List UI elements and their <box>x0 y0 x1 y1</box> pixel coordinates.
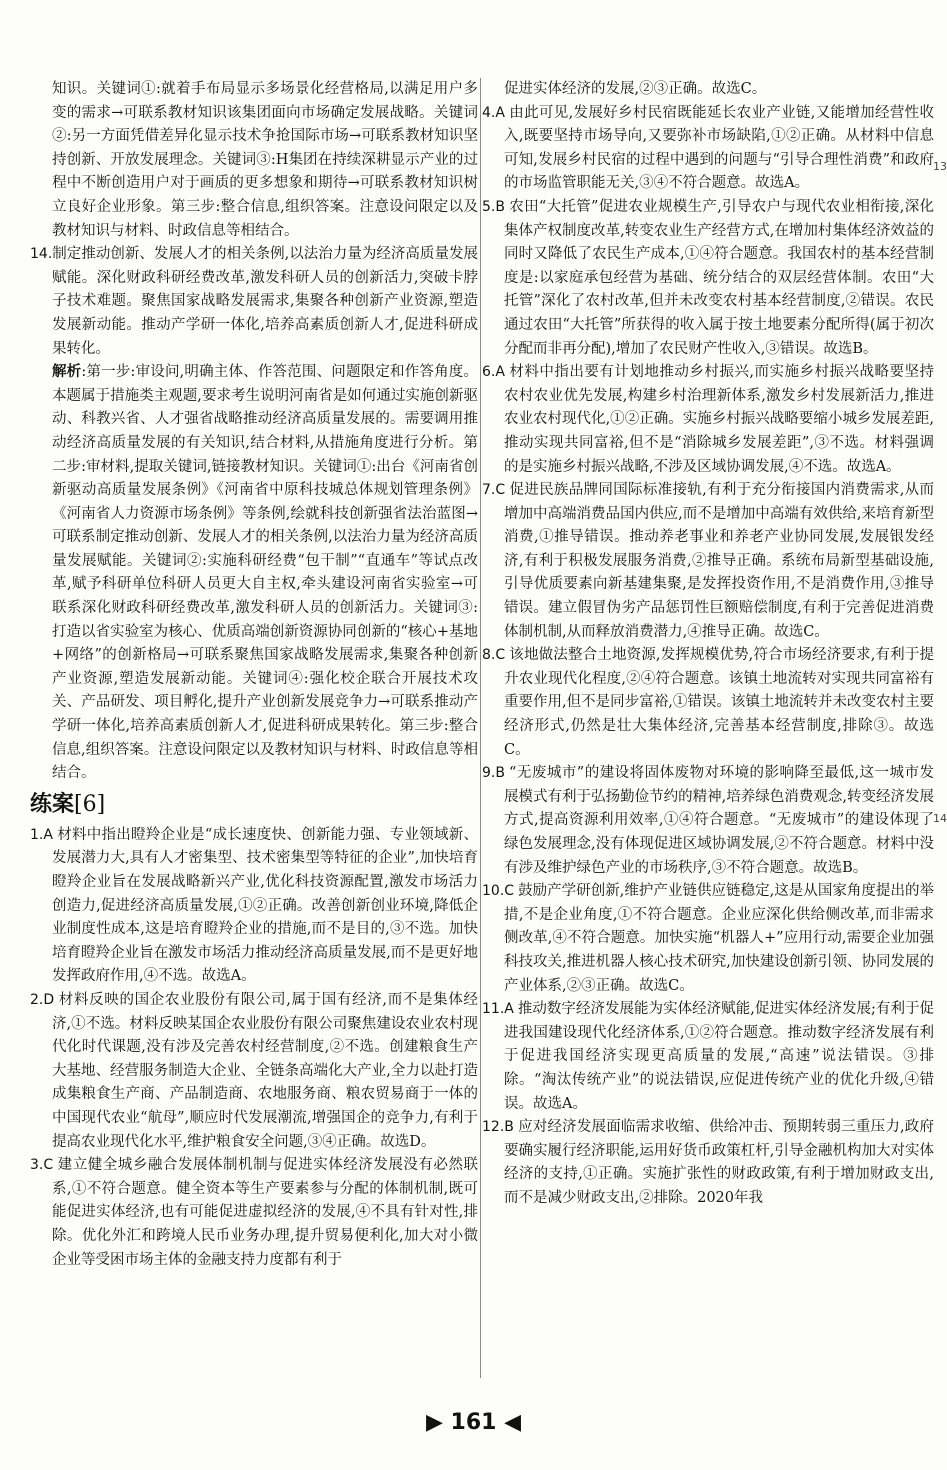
item-14-number: 14. <box>30 246 53 263</box>
item-text: 建立健全城乡融合发展体制机制与促进实体经济发展没有必然联系,①不符合题意。健全资本等生产要素参与分配的体制机制,既可能促进实体经济,也有可能促进虚拟经济的发展,④不具有针对性,排除。优化外汇和跨境人民币业务办理,提升贸易便利化,加大对小微企业等受困市场主体的金融支持力度都有利于 <box>52 1157 478 1268</box>
item-number: 8. <box>482 647 496 664</box>
answer-letter: D <box>43 991 55 1008</box>
item-number: 9. <box>482 765 496 782</box>
section-number: [6] <box>74 791 106 817</box>
item-text: 该地做法整合土地资源,发挥规模优势,符合市场经济要求,有利于提升农业现代化程度,②④符合题意。该镇土地流转对实现共同富裕有重要作用,但不是同步富裕,①错误。该镇土地流转并未改变农村主要经济形式,仍然是壮大集体经济,完善基本经营制度,排除③。故选C。 <box>504 647 934 758</box>
answer-item-6 <box>482 361 934 479</box>
item-number: 12. <box>482 1119 505 1136</box>
column-divider <box>480 78 481 1378</box>
left-column <box>30 78 478 1272</box>
page-number-text: 161 <box>450 1410 497 1435</box>
answer-item-8 <box>482 644 934 762</box>
section-heading <box>30 788 478 822</box>
item-number: 11. <box>482 1001 505 1018</box>
item-14-analysis <box>30 361 478 786</box>
answer-item-1 <box>30 824 478 989</box>
item-text: 材料中指出瞪羚企业是“成长速度快、创新能力强、专业领域新、发展潜力大,具有人才密集型、技术密集型等特征的企业”,加快培育瞪羚企业旨在发展战略新兴产业,优化科技资源配置,激发市场活力创造力,促进经济高质量发展,①②正确。改善创新创业环境,降低企业制度性成本,这是培育瞪羚企业的措施,而不是目的,③不选。加快培育瞪羚企业旨在激发市场活力推动经济高质量发展,而不是更好地发挥政府作用,④不选。故选A。 <box>52 826 478 985</box>
answer-item-3 <box>30 1154 478 1272</box>
answer-letter: A <box>495 364 505 381</box>
answer-item-2 <box>30 989 478 1154</box>
item-text: “无废城市”的建设将固体废物对环境的影响降至最低,这一城市发展模式有利于弘扬勤俭节约的精神,培养绿色消费观念,转变经济发展方式,提高资源利用效率,①④符合题意。“无废城市”的建设体现了绿色发展理念,没有体现促进区域协调发展,②不符合题意。材料中没有涉及维护绿色产业的市场秩序,③不符合题意。故选B。 <box>504 765 934 876</box>
item-number: 10. <box>482 883 505 900</box>
item-text: 材料反映的国企农业股份有限公司,属于国有经济,而不是集体经济,①不选。材料反映某国企农业股份有限公司聚焦建设农业农村现代化时代课题,没有涉及完善农村经营制度,②不选。创建粮食生产大基地、经营服务制造大企业、全链条高端化大产业,全力以赴打造成集粮食生产商、产品制造商、农地服务商、粮农贸易商于一体的中国现代农业“航母”,顺应时代发展潮流,增强国企的竞争力,有利于提高农业现代化水平,维护粮食安全问题,③④正确。故选D。 <box>52 991 478 1150</box>
margin-mark-bottom: 14 <box>933 812 947 825</box>
answer-letter: C <box>504 883 515 900</box>
item-number: 3. <box>30 1157 44 1174</box>
item-number: 2. <box>30 991 44 1008</box>
item-text: 推动数字经济发展能为实体经济赋能,促进实体经济发展;有利于促进我国建设现代化经济体系,①②符合题意。推动数字经济发展有利于促进我国经济实现更高质量的发展,“高速”说法错误。③排除。“淘汰传统产业”的说法错误,应促进传统产业的优化升级,④错误。故选A。 <box>504 1001 934 1112</box>
item-14-answer: 制定推动创新、发展人才的相关条例,以法治力量为经济高质量发展赋能。深化财政科研经费改革,激发科研人员的创新活力,突破卡脖子技术难题。聚焦国家战略发展需求,集聚各种创新产业资源,塑造发展新动能。推动产学研一体化,培养高素质创新人才,促进科研成果转化。 <box>52 246 478 357</box>
margin-mark-top: 13 <box>933 160 947 173</box>
answer-letter: A <box>495 104 505 121</box>
answer-item-11 <box>482 998 934 1116</box>
answer-letter: C <box>495 482 506 499</box>
right-column <box>482 78 934 1211</box>
item-number: 1. <box>30 826 44 843</box>
answer-item-10 <box>482 880 934 998</box>
item-number: 5. <box>482 198 496 215</box>
answer-letter: A <box>43 826 53 843</box>
answer-item-9 <box>482 762 934 880</box>
answer-letter: C <box>495 647 506 664</box>
answer-letter: B <box>495 198 505 215</box>
arrow-left-icon: ◀ <box>504 1410 522 1435</box>
item-number: 4. <box>482 104 496 121</box>
answer-letter: C <box>43 1157 54 1174</box>
answer-letter: A <box>504 1001 514 1018</box>
item-3-continuation: 促进实体经济的发展,②③正确。故选C。 <box>504 81 767 97</box>
answer-item-12 <box>482 1116 934 1210</box>
item-text: 应对经济发展面临需求收缩、供给冲击、预期转弱三重压力,政府要确实履行经济职能,运用好货币政策杠杆,引导金融机构加大对实体经济的支持,①正确。实施扩张性的财政政策,有利于增加财政支出,而不是减少财政支出,②排除。2020年我 <box>504 1119 934 1206</box>
item-text: 促进民族品牌同国际标准接轨,有利于充分衔接国内消费需求,从而增加中高端消费品国内供应,而不是增加中高端有效供给,来培育新型消费,①推导错误。推动养老事业和养老产业协同发展,发展银发经济,有利于积极发展服务消费,②推导正确。系统布局新型基础设施,引导优质要素向新基建集聚,是发挥投资作用,不是消费作用,③推导错误。建立假冒伪劣产品惩罚性巨额赔偿制度,有利于完善促进消费体制机制,从而释放消费潜力,④推导正确。故选C。 <box>504 482 934 640</box>
answer-item-7 <box>482 479 934 644</box>
answer-item-5 <box>482 196 934 361</box>
item-number: 6. <box>482 364 496 381</box>
page-number <box>0 1410 947 1435</box>
item-text: 农田“大托管”促进农业规模生产,引导农户与现代农业相衔接,深化集体产权制度改革,转变农业生产经营方式,在增加村集体经济效益的同时又降低了农民生产成本,①④符合题意。我国农村的基本经营制度是:以家庭承包经营为基础、统分结合的双层经营体制。农田“大托管”深化了农村改革,但并未改变农村基本经营制度,②错误。农民通过农田“大托管”所获得的收入属于按土地要素分配所得(属于初次分配而非再分配),增加了农民财产性收入,③错误。故选B。 <box>504 198 934 357</box>
analysis-label: 解析 <box>52 364 82 381</box>
answer-letter: B <box>504 1119 514 1136</box>
section-title: 练案 <box>30 791 75 817</box>
item-14 <box>30 243 478 361</box>
item-text: 由此可见,发展好乡村民宿既能延长农业产业链,又能增加经营性收入,既要坚持市场导向,又要弥补市场缺陷,①②正确。从材料中信息可知,发展乡村民宿的过程中遇到的问题与“引导合理性消费”和政府的市场监管职能无关,③④不符合题意。故选A。 <box>504 104 934 192</box>
item-13-continuation: 知识。关键词①:就着手布局显示多场景化经营格局,以满足用户多变的需求→可联系教材知识该集团面向市场确定发展战略。关键词②:另一方面凭借差异化显示技术争抢国际市场→可联系教材知识坚持创新、开放发展理念。关键词③:H集团在持续深耕显示产业的过程中不断创造用户对于画质的更多想象和期待→可联系教材知识树立良好企业形象。第三步:整合信息,组织答案。注意设问限定以及教材知识与材料、时政信息等相结合。 <box>52 81 478 239</box>
answer-item-4 <box>482 102 934 196</box>
analysis-text: :第一步:审设问,明确主体、作答范围、问题限定和作答角度。本题属于措施类主观题,要求考生说明河南省是如何通过实施创新驱动、科教兴省、人才强省战略推动经济高质量发展的。需要调用推动经济高质量发展的有关知识,结合材料,从措施角度进行分析。第二步:审材料,提取关键词,链接教材知识。关键词①:出台《河南省创新驱动高质量发展条例》《河南省中原科技城总体规划管理条例》《河南省人力资源市场条例》等条例,绘就科技创新强省法治蓝图→可联系制定推动创新、发展人才的相关条例,以法治力量为经济高质量发展赋能。关键词②:实施科研经费“包干制”“直通车”等试点改革,赋予科研单位科研人员更大自主权,牵头建设河南省实验室→可联系深化财政科研经费改革,激发科研人员的创新活力。关键词③:打造以省实验室为核心、优质高端创新资源协同创新的“核心+基地+网络”的创新格局→可联系聚焦国家战略发展需求,集聚各种创新产业资源,塑造发展新动能。关键词④:强化校企联合开展技术攻关、产品研发、项目孵化,提升产业创新发展竞争力→可联系推动产学研一体化,培养高素质创新人才,促进科研成果转化。第三步:整合信息,组织答案。注意设问限定以及教材知识与材料、时政信息等相结合。 <box>52 364 478 782</box>
answer-letter: B <box>495 765 505 782</box>
arrow-right-icon: ▶ <box>425 1410 443 1435</box>
item-text: 材料中指出要有计划地推动乡村振兴,而实施乡村振兴战略要坚持农村农业优先发展,构建乡村治理新体系,激发乡村发展新活力,推进农业农村现代化,①②正确。实施乡村振兴战略要缩小城乡发展差距,推动实现共同富裕,但不是“消除城乡发展差距”,③不选。材料强调的是实施乡村振兴战略,不涉及区域协调发展,④不选。故选A。 <box>504 364 934 475</box>
item-text: 鼓励产学研创新,维护产业链供应链稳定,这是从国家角度提出的举措,不是企业角度,①不符合题意。企业应深化供给侧改革,而非需求侧改革,④不符合题意。加快实施“机器人+”应用行动,需要企业加强科技攻关,推进机器人核心技术研究,加快建设创新引领、协同发展的产业体系,②③正确。故选C。 <box>504 883 934 994</box>
item-number: 7. <box>482 482 496 499</box>
